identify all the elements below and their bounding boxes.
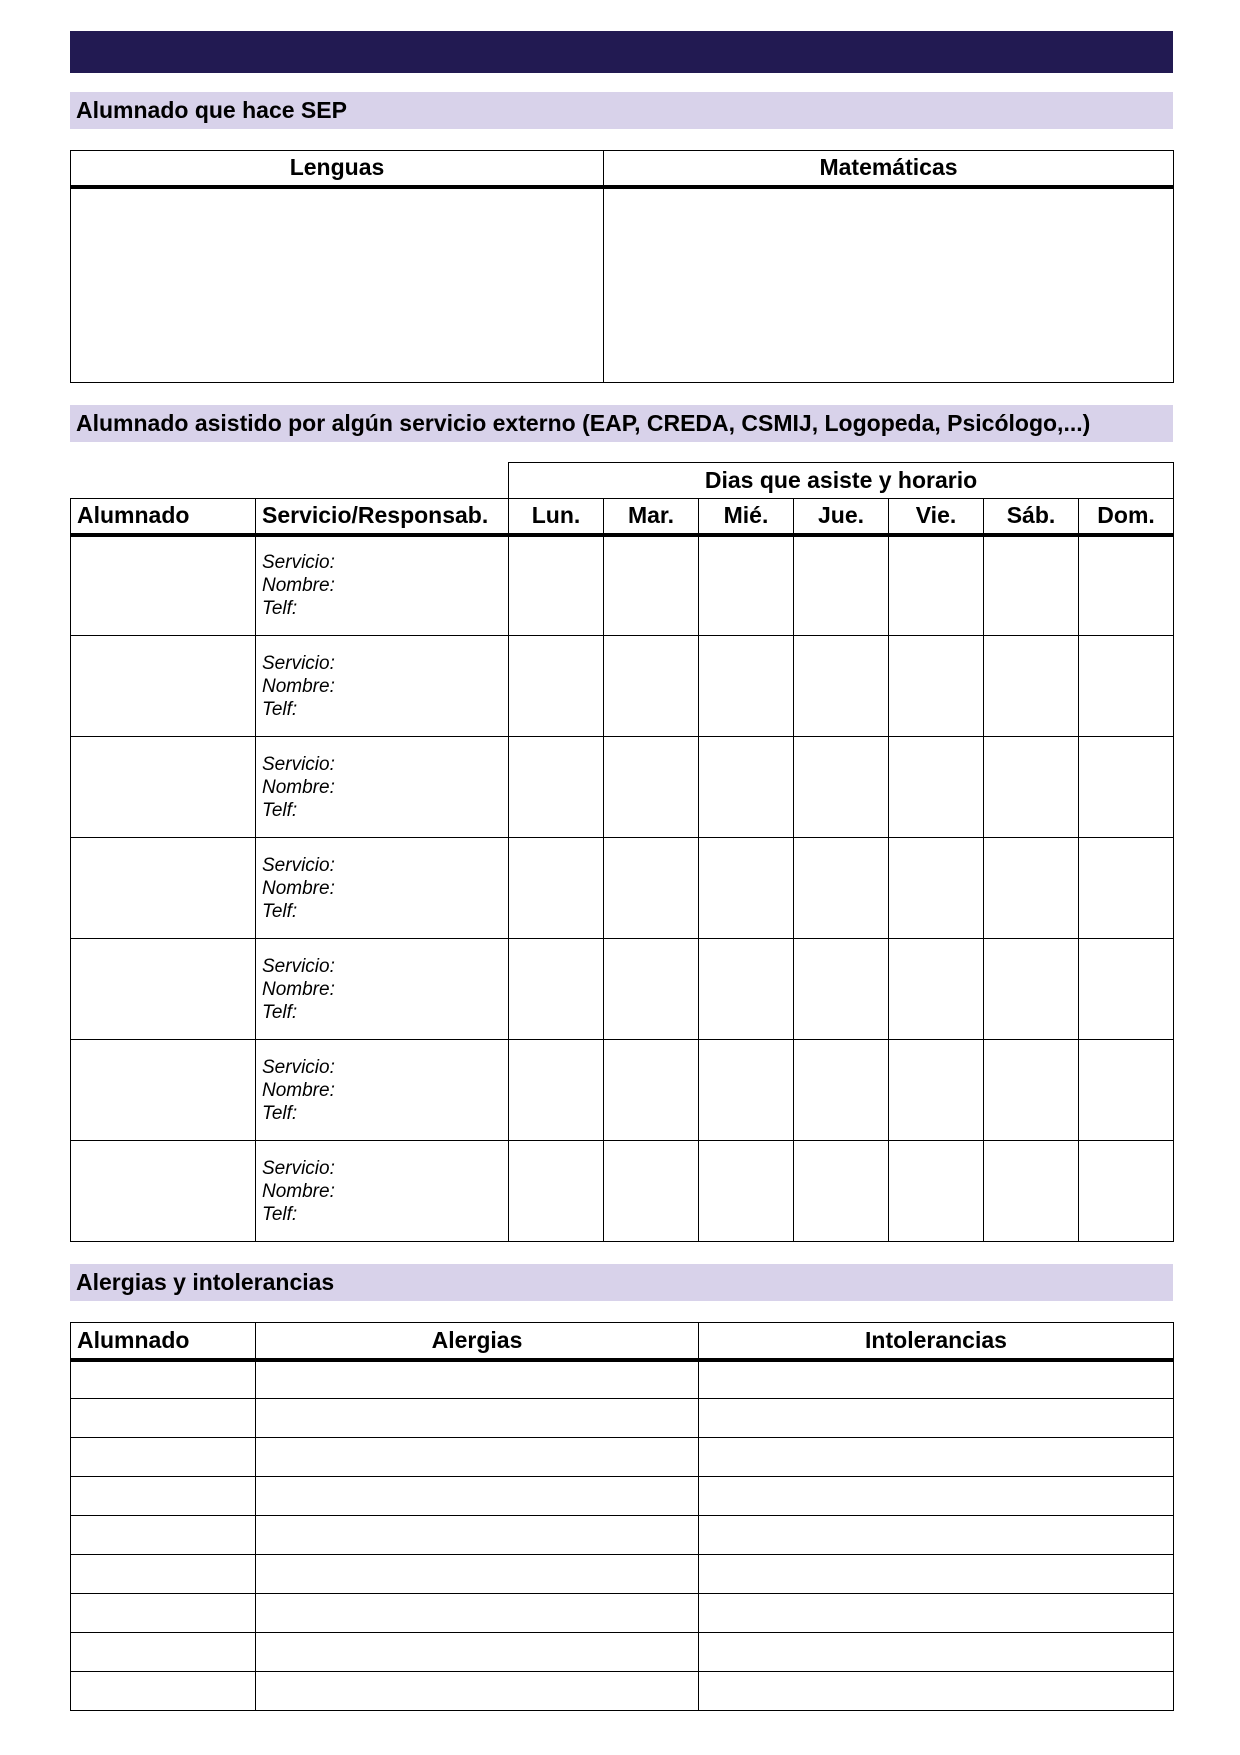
cell-student[interactable] [71, 1360, 256, 1399]
cell-day-schedule[interactable] [1079, 737, 1174, 838]
label-service: Servicio: [262, 1157, 335, 1179]
cell-allergies[interactable] [256, 1438, 699, 1477]
label-name: Nombre: [262, 675, 335, 697]
cell-intolerances[interactable] [699, 1555, 1174, 1594]
cell-day-schedule[interactable] [699, 838, 794, 939]
cell-day-schedule[interactable] [604, 636, 699, 737]
table-row [71, 1360, 1174, 1399]
label-phone: Telf: [262, 799, 298, 821]
cell-student[interactable] [71, 1141, 256, 1242]
cell-student[interactable] [71, 1516, 256, 1555]
blank-corner [71, 463, 509, 499]
cell-day-schedule[interactable] [889, 636, 984, 737]
cell-day-schedule[interactable] [604, 1141, 699, 1242]
table-row [71, 1633, 1174, 1672]
label-phone: Telf: [262, 698, 298, 720]
label-service: Servicio: [262, 652, 335, 674]
cell-student[interactable] [71, 535, 256, 636]
header-alumnado: Alumnado [71, 499, 256, 535]
cell-allergies[interactable] [256, 1399, 699, 1438]
cell-allergies[interactable] [256, 1477, 699, 1516]
cell-service-info[interactable] [256, 535, 509, 636]
label-service: Servicio: [262, 1056, 335, 1078]
header-day-vie: Vie. [889, 499, 984, 535]
table-row [71, 1555, 1174, 1594]
cell-student[interactable] [71, 1594, 256, 1633]
label-phone: Telf: [262, 1102, 298, 1124]
cell-day-schedule[interactable] [889, 535, 984, 636]
cell-service-info[interactable] [256, 838, 509, 939]
cell-day-schedule[interactable] [1079, 939, 1174, 1040]
cell-day-schedule[interactable] [984, 1040, 1079, 1141]
cell-student[interactable] [71, 838, 256, 939]
cell-student[interactable] [71, 1438, 256, 1477]
label-phone: Telf: [262, 1001, 298, 1023]
table-row [71, 636, 1174, 737]
cell-day-schedule[interactable] [794, 838, 889, 939]
cell-allergies[interactable] [256, 1672, 699, 1711]
cell-intolerances[interactable] [699, 1633, 1174, 1672]
cell-day-schedule[interactable] [509, 1040, 604, 1141]
cell-day-schedule[interactable] [699, 636, 794, 737]
cell-student[interactable] [71, 1040, 256, 1141]
table-row [71, 737, 1174, 838]
cell-day-schedule[interactable] [794, 1040, 889, 1141]
cell-student[interactable] [71, 636, 256, 737]
header-days: Dias que asiste y horario [509, 463, 1174, 499]
cell-intolerances[interactable] [699, 1360, 1174, 1399]
cell-service-info[interactable] [256, 1040, 509, 1141]
table-row [71, 1438, 1174, 1477]
label-name: Nombre: [262, 978, 335, 1000]
header-day-sab: Sáb. [984, 499, 1079, 535]
cell-matematicas[interactable] [604, 187, 1174, 383]
label-service: Servicio: [262, 955, 335, 977]
cell-allergies[interactable] [256, 1633, 699, 1672]
cell-day-schedule[interactable] [794, 939, 889, 1040]
header-day-lun: Lun. [509, 499, 604, 535]
cell-service-info[interactable] [256, 737, 509, 838]
cell-day-schedule[interactable] [1079, 1141, 1174, 1242]
label-service: Servicio: [262, 552, 335, 574]
cell-intolerances[interactable] [699, 1516, 1174, 1555]
table-row [71, 1516, 1174, 1555]
label-name: Nombre: [262, 1079, 335, 1101]
table-row [71, 535, 1174, 636]
section-title-allergies: Alergias y intolerancias [70, 1264, 1173, 1301]
header-lenguas: Lenguas [71, 151, 604, 187]
cell-day-schedule[interactable] [889, 939, 984, 1040]
cell-intolerances[interactable] [699, 1399, 1174, 1438]
table-row [71, 1594, 1174, 1633]
label-name: Nombre: [262, 877, 335, 899]
header-servicio: Servicio/Responsab. [256, 499, 509, 535]
header-day-dom: Dom. [1079, 499, 1174, 535]
cell-day-schedule[interactable] [984, 838, 1079, 939]
cell-day-schedule[interactable] [604, 838, 699, 939]
cell-day-schedule[interactable] [604, 939, 699, 1040]
cell-day-schedule[interactable] [794, 737, 889, 838]
table-row [71, 1477, 1174, 1516]
cell-service-info[interactable] [256, 1141, 509, 1242]
cell-day-schedule[interactable] [984, 636, 1079, 737]
cell-day-schedule[interactable] [794, 1141, 889, 1242]
cell-day-schedule[interactable] [699, 1040, 794, 1141]
cell-day-schedule[interactable] [604, 1040, 699, 1141]
cell-day-schedule[interactable] [509, 838, 604, 939]
cell-day-schedule[interactable] [794, 535, 889, 636]
cell-day-schedule[interactable] [699, 737, 794, 838]
cell-day-schedule[interactable] [984, 939, 1079, 1040]
cell-day-schedule[interactable] [984, 737, 1079, 838]
cell-student[interactable] [71, 1399, 256, 1438]
cell-day-schedule[interactable] [509, 939, 604, 1040]
cell-day-schedule[interactable] [509, 535, 604, 636]
table-row [71, 1141, 1174, 1242]
cell-student[interactable] [71, 1672, 256, 1711]
sep-table [70, 150, 1174, 383]
label-name: Nombre: [262, 1180, 335, 1202]
label-phone: Telf: [262, 598, 298, 620]
table-row [71, 1399, 1174, 1438]
cell-day-schedule[interactable] [604, 535, 699, 636]
cell-day-schedule[interactable] [509, 737, 604, 838]
label-name: Nombre: [262, 776, 335, 798]
cell-student[interactable] [71, 1555, 256, 1594]
section-title-sep: Alumnado que hace SEP [70, 92, 1173, 129]
header-bar [70, 31, 1173, 73]
cell-day-schedule[interactable] [509, 636, 604, 737]
label-name: Nombre: [262, 575, 335, 597]
label-phone: Telf: [262, 900, 298, 922]
label-service: Servicio: [262, 753, 335, 775]
cell-day-schedule[interactable] [699, 1141, 794, 1242]
cell-service-info[interactable] [256, 939, 509, 1040]
cell-day-schedule[interactable] [984, 535, 1079, 636]
cell-allergies[interactable] [256, 1516, 699, 1555]
table-row [71, 1040, 1174, 1141]
cell-day-schedule[interactable] [1079, 636, 1174, 737]
header-day-mar: Mar. [604, 499, 699, 535]
header-day-mie: Mié. [699, 499, 794, 535]
header-day-jue: Jue. [794, 499, 889, 535]
allergies-table [70, 1322, 1174, 1711]
table-row [71, 939, 1174, 1040]
cell-day-schedule[interactable] [794, 636, 889, 737]
header-intolerancias: Intolerancias [699, 1323, 1174, 1360]
table-row [71, 838, 1174, 939]
cell-allergies[interactable] [256, 1594, 699, 1633]
cell-day-schedule[interactable] [1079, 535, 1174, 636]
external-services-table [70, 462, 1174, 1242]
header-matematicas: Matemáticas [604, 151, 1174, 187]
cell-intolerances[interactable] [699, 1672, 1174, 1711]
cell-day-schedule[interactable] [889, 838, 984, 939]
cell-allergies[interactable] [256, 1360, 699, 1399]
header-alergias: Alergias [256, 1323, 699, 1360]
cell-day-schedule[interactable] [889, 737, 984, 838]
label-phone: Telf: [262, 1203, 298, 1225]
table-row [71, 1672, 1174, 1711]
cell-day-schedule[interactable] [699, 535, 794, 636]
cell-student[interactable] [71, 737, 256, 838]
cell-intolerances[interactable] [699, 1477, 1174, 1516]
cell-intolerances[interactable] [699, 1438, 1174, 1477]
cell-intolerances[interactable] [699, 1594, 1174, 1633]
section-title-external: Alumnado asistido por algún servicio externo (EAP, CREDA, CSMIJ, Logopeda, Psicólogo,...) [70, 405, 1173, 442]
label-service: Servicio: [262, 854, 335, 876]
header-alumnado: Alumnado [71, 1323, 256, 1360]
cell-day-schedule[interactable] [699, 939, 794, 1040]
cell-allergies[interactable] [256, 1555, 699, 1594]
cell-student[interactable] [71, 939, 256, 1040]
cell-day-schedule[interactable] [889, 1040, 984, 1141]
cell-day-schedule[interactable] [889, 1141, 984, 1242]
cell-day-schedule[interactable] [509, 1141, 604, 1242]
cell-service-info[interactable] [256, 636, 509, 737]
cell-day-schedule[interactable] [604, 737, 699, 838]
cell-student[interactable] [71, 1477, 256, 1516]
cell-day-schedule[interactable] [1079, 838, 1174, 939]
cell-student[interactable] [71, 1633, 256, 1672]
cell-day-schedule[interactable] [984, 1141, 1079, 1242]
cell-lenguas[interactable] [71, 187, 604, 383]
cell-day-schedule[interactable] [1079, 1040, 1174, 1141]
